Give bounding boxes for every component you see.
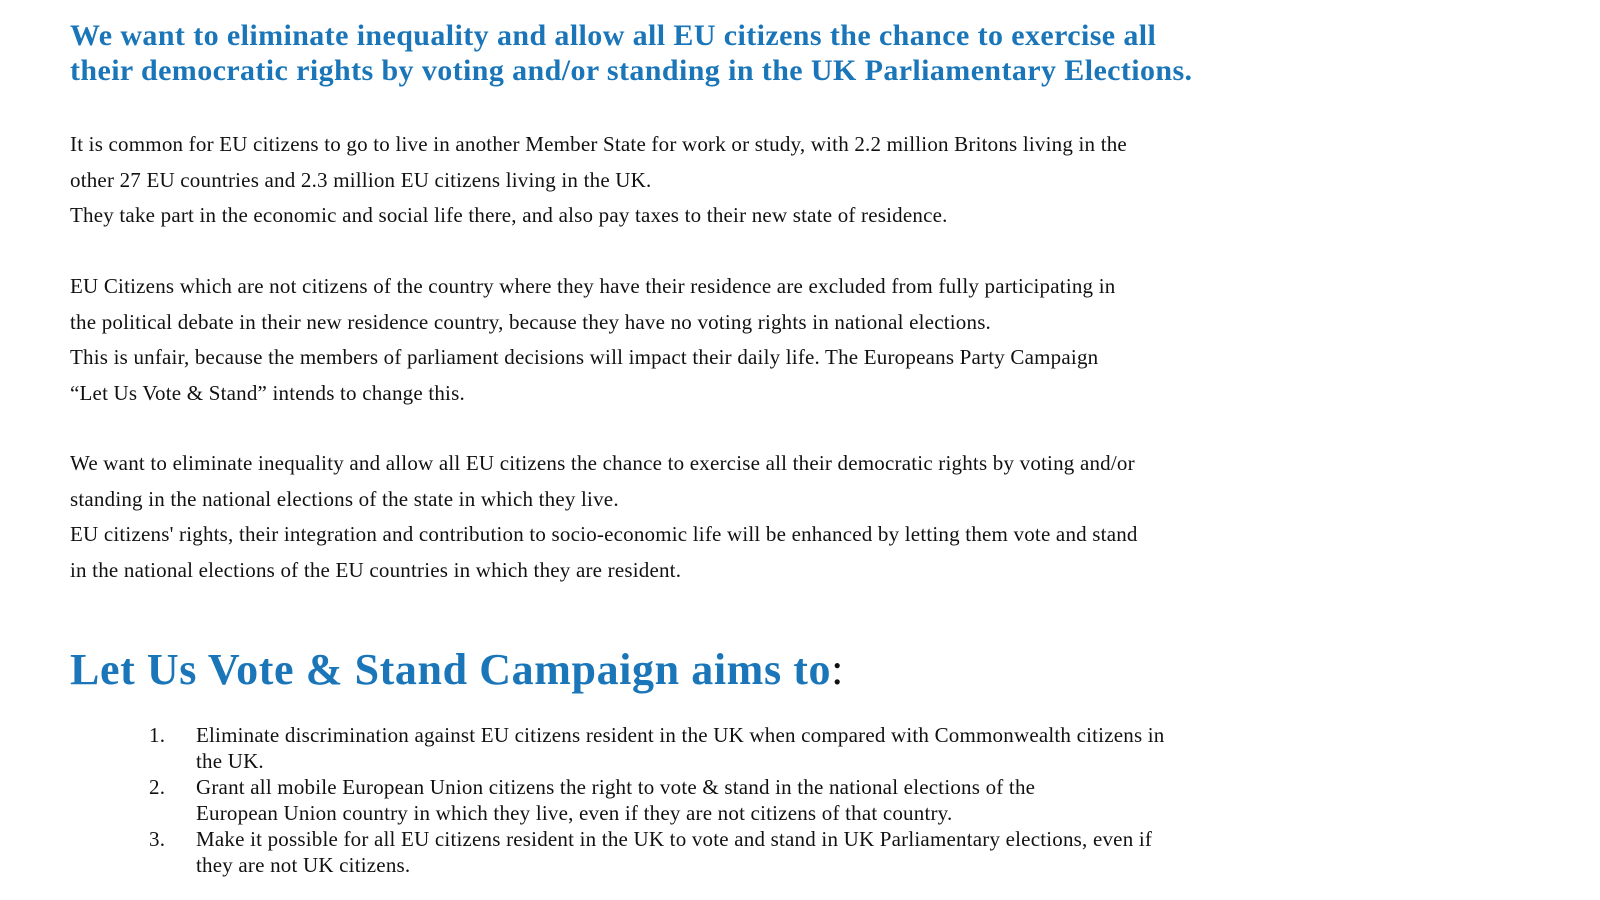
campaign-aims-title <box>70 640 844 700</box>
list-item-line: Grant all mobile European Union citizens the right to vote & stand in the national elections of the <box>196 775 1036 799</box>
list-item-number: 1. <box>149 723 166 747</box>
list-item-line: the UK. <box>196 749 264 773</box>
campaign-aims-list <box>0 722 1600 878</box>
paragraph-line: This is unfair, because the members of parliament decisions will impact their daily life. The Europeans Party Campaign <box>70 345 1099 369</box>
paragraph-line: other 27 EU countries and 2.3 million EU citizens living in the UK. <box>70 167 652 192</box>
paragraph-line: EU Citizens which are not citizens of the country where they have their residence are excluded from fully participating in <box>70 274 1116 298</box>
list-item <box>0 774 1600 826</box>
intro-heading-line: We want to eliminate inequality and allow all EU citizens the chance to exercise all <box>70 19 1157 52</box>
paragraph-line: It is common for EU citizens to go to live in another Member State for work or study, with 2.2 million Britons living in the <box>70 132 1127 156</box>
paragraph-line: EU citizens' rights, their integration and contribution to socio-economic life will be enhanced by letting them vote and stand <box>70 522 1138 546</box>
paragraph-line: in the national elections of the EU countries in which they are resident. <box>70 557 682 582</box>
list-item-text <box>196 722 1600 774</box>
list-item-text <box>196 826 1600 878</box>
list-item-line: Eliminate discrimination against EU citizens resident in the UK when compared with Commonwealth citizens in <box>196 723 1165 747</box>
list-item-line: Make it possible for all EU citizens resident in the UK to vote and stand in UK Parliamentary elections, even if <box>196 827 1153 851</box>
campaign-aims-title-colon: : <box>831 645 844 694</box>
intro-heading <box>70 18 1550 88</box>
list-item-number: 2. <box>149 775 166 799</box>
list-item-number: 3. <box>149 827 166 851</box>
paragraph-line: We want to eliminate inequality and allow all EU citizens the chance to exercise all their democratic rights by voting and/or <box>70 451 1135 475</box>
paragraph-eu-mobility <box>70 127 1540 234</box>
list-item <box>0 826 1600 878</box>
paragraph-line: standing in the national elections of the state in which they live. <box>70 486 619 511</box>
paragraph-exclusion <box>70 269 1540 411</box>
paragraph-goal <box>70 446 1540 588</box>
paragraph-line: “Let Us Vote & Stand” intends to change this. <box>70 380 465 405</box>
paragraph-line: They take part in the economic and social life there, and also pay taxes to their new state of residence. <box>70 203 948 227</box>
list-item-line: they are not UK citizens. <box>196 853 411 877</box>
list-item-text <box>196 774 1600 826</box>
list-item <box>0 722 1600 774</box>
campaign-aims-title-text: Let Us Vote & Stand Campaign aims to <box>70 645 832 694</box>
paragraph-line: the political debate in their new residence country, because they have no voting rights in national elections. <box>70 309 992 334</box>
intro-heading-line: their democratic rights by voting and/or standing in the UK Parliamentary Elections. <box>70 54 1193 87</box>
list-item-line: European Union country in which they live, even if they are not citizens of that country. <box>196 801 953 825</box>
